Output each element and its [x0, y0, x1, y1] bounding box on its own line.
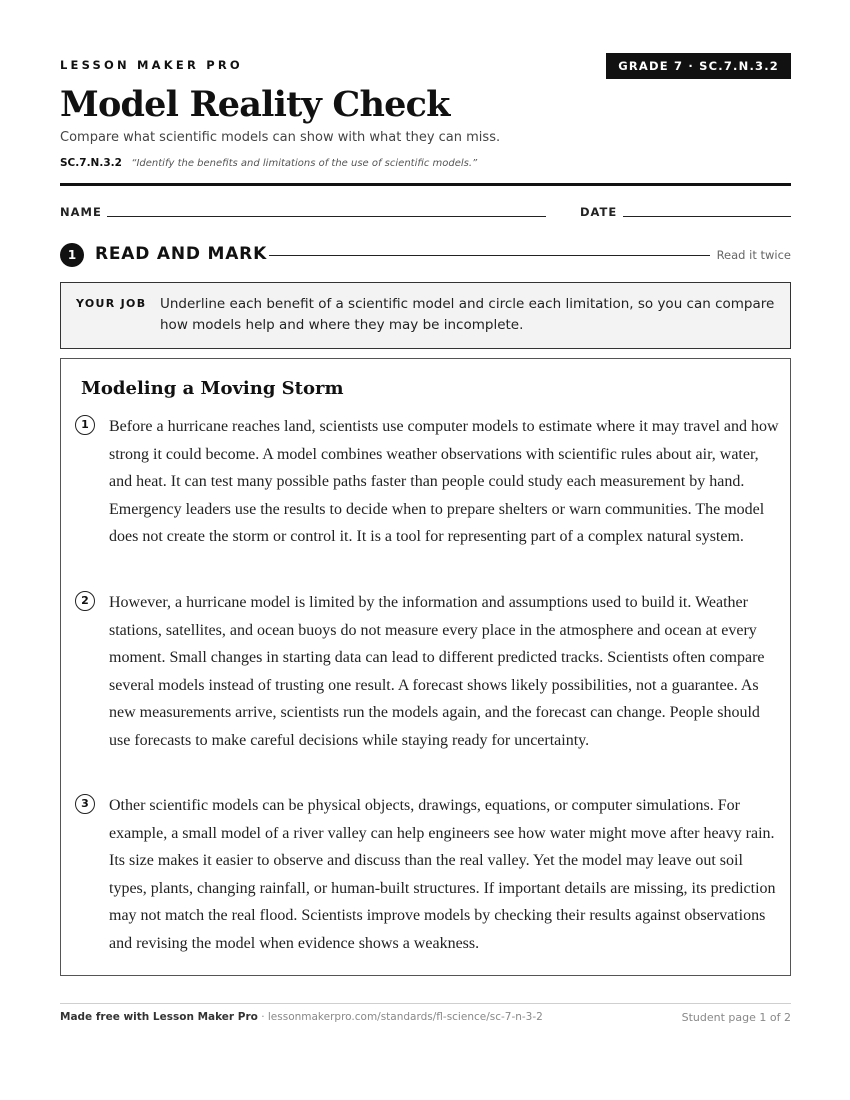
footer-made-with: Made free with Lesson Maker Pro [60, 1011, 258, 1023]
passage-paragraph-3: Other scientific models can be physical objects, drawings, equations, or computer simulations. For example, a small model of a river valley can help engineers see how water might move after heavy rain. Its size makes it easier to observe and discuss than the real valley. Yet the model may leave out soil types, plants, changing rainfall, or human-built structures. If important details are missing, its prediction may not match the real flood. Scientists improve models by checking their results against observations and revising the model when evidence shows a weakness. [109, 797, 776, 952]
passage-paragraph-2: However, a hurricane model is limited by the information and assumptions used to build it. Weather stations, satellites, and ocean buoys do not measure every place in the atmosphere and ocean at every moment. Small changes in starting data can lead to different predicted tracks. Scientists often compare several models instead of trusting one result. A forecast shows likely possibilities, not a guarantee. As new measurements arrive, scientists run the models again, and the forecast can change. People should use forecasts to make careful decisions while staying ready for uncertainty. [109, 594, 765, 749]
passage-paragraph-1: Before a hurricane reaches land, scientists use computer models to estimate where it may travel and how strong it could become. A model combines weather observations with scientific rules about air, water, and heat. It can test many possible paths faster than people could study each measurement by hand. Emergency leaders use the results to decide when to prepare shelters or warn communities. The model does not create the storm or control it. It is a tool for representing part of a complex natural system. [109, 418, 779, 545]
passage-title: Modeling a Moving Storm [81, 378, 344, 399]
standard-quote: “Identify the benefits and limitations of the use of scientific models.” [131, 158, 478, 169]
instructions-label: YOUR JOB [76, 297, 147, 310]
header-divider [60, 183, 791, 186]
footer-separator: · [257, 1011, 268, 1023]
footer-credit [60, 1011, 543, 1023]
footer-url[interactable]: lessonmakerpro.com/standards/fl-science/sc-7-n-3-2 [267, 1011, 543, 1023]
worksheet-page [60, 0, 791, 1100]
page-subtitle: Compare what scientific models can show with what they can miss. [60, 130, 501, 145]
date-field[interactable] [623, 216, 791, 217]
reading-passage [60, 358, 791, 976]
date-label: DATE [580, 205, 618, 219]
instructions-box [60, 282, 791, 349]
name-field[interactable] [107, 216, 546, 217]
name-label: NAME [60, 205, 102, 219]
grade-badge: GRADE 7 · SC.7.N.3.2 [606, 53, 791, 79]
paragraph-number-1: 1 [75, 415, 95, 435]
standard-code: SC.7.N.3.2 [60, 157, 122, 169]
page-title: Model Reality Check [60, 84, 450, 125]
section-title: READ AND MARK [95, 244, 268, 264]
section-note: Read it twice [716, 248, 791, 262]
section-number-badge: 1 [60, 243, 84, 267]
standard-line [60, 157, 477, 169]
page-indicator: Student page 1 of 2 [681, 1011, 791, 1024]
paragraph-number-3: 3 [75, 794, 95, 814]
footer-divider [60, 1003, 791, 1004]
brand-name: LESSON MAKER PRO [60, 58, 243, 72]
instructions-text: Underline each benefit of a scientific model and circle each limitation, so you can compare how models help and where they may be incomplete. [160, 296, 775, 333]
paragraph-number-2: 2 [75, 591, 95, 611]
section-divider [269, 255, 710, 256]
